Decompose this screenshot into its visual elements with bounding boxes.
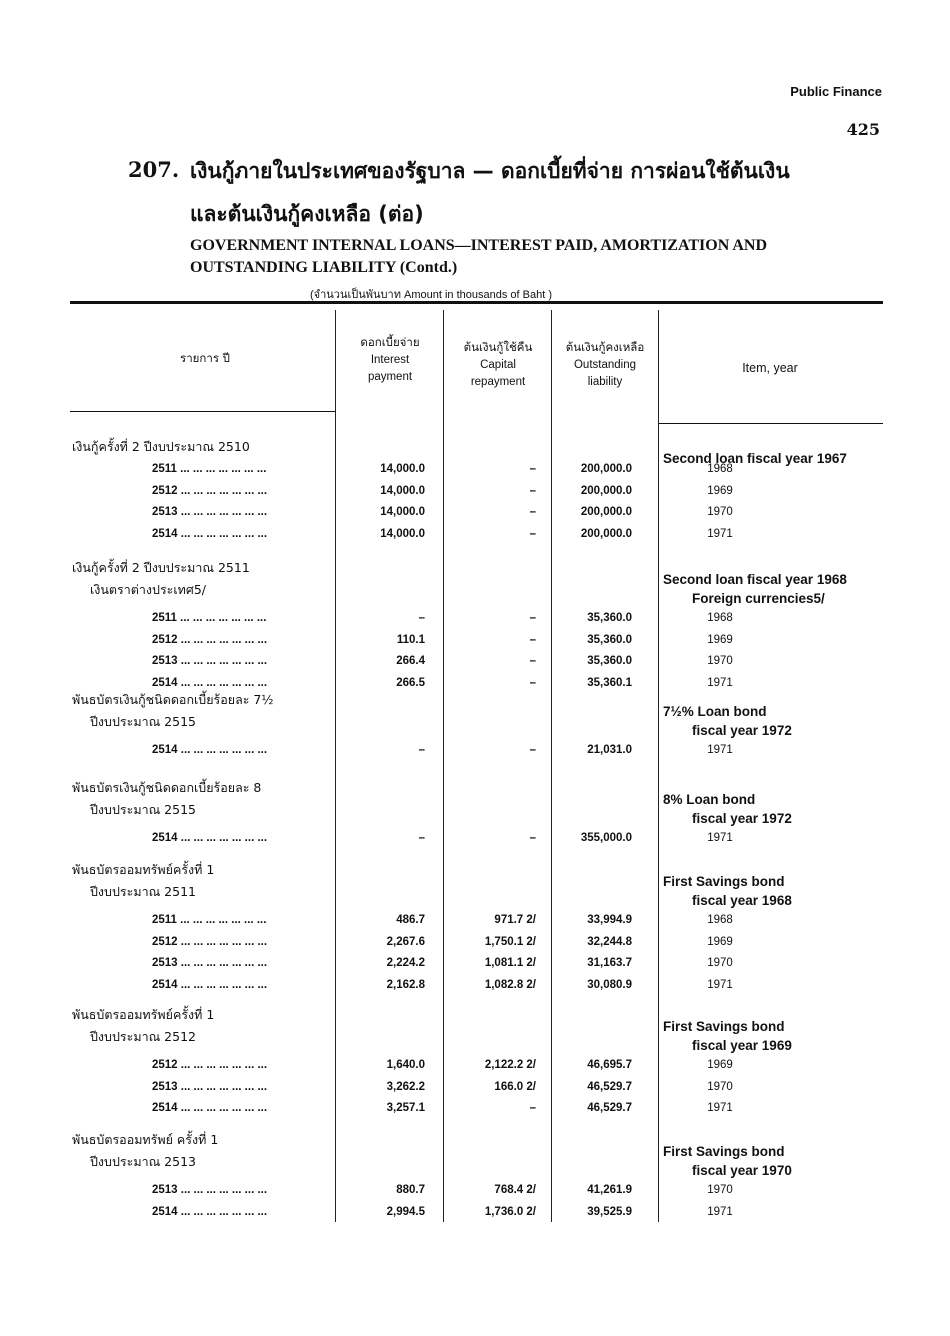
outstanding-liability-value: 35,360.1 (587, 676, 632, 689)
row-year-thai: 2511 ... ... ... ... ... ... ... (152, 914, 267, 926)
column-header-outstanding (553, 340, 657, 391)
row-year-english: 1970 (707, 655, 733, 667)
table-row (70, 528, 883, 549)
interest-payment-value: 266.5 (396, 676, 425, 689)
row-year-thai: 2514 ... ... ... ... ... ... ... (152, 1205, 268, 1218)
row-year-english: 1970 (707, 1080, 733, 1093)
section-label-english: Second loan fiscal year 1968 (663, 572, 847, 587)
row-year-english: 1971 (707, 832, 733, 844)
capital-repayment-value: – (529, 633, 536, 646)
table-row (70, 485, 883, 506)
section-label-english: fiscal year 1972 (692, 811, 792, 826)
interest-payment-value: 14,000.0 (380, 506, 425, 518)
capital-repayment-value: 1,081.1 2/ (484, 957, 536, 969)
row-year-thai: 2511 ... ... ... ... ... ... ... (152, 612, 267, 624)
row-year-english: 1970 (707, 506, 733, 518)
interest-payment-value: 266.4 (396, 655, 425, 667)
row-year-english: 1968 (707, 463, 733, 475)
outstanding-liability-value: 35,360.0 (587, 633, 632, 646)
table-row (70, 979, 883, 1000)
capital-repayment-value: – (529, 612, 536, 624)
interest-payment-value: 2,224.2 (386, 957, 425, 969)
section-label-english: fiscal year 1968 (692, 893, 792, 908)
interest-payment-value: 14,000.0 (380, 527, 425, 540)
row-year-thai: 2512 ... ... ... ... ... ... ... (152, 633, 268, 646)
section-label-thai: พันธบัตรออมทรัพย์ครั้งที่ 1 (72, 862, 215, 877)
interest-payment-value: – (418, 612, 425, 624)
capital-repayment-value: – (529, 506, 536, 518)
column-header-capital-thai: ต้นเงินกู้ใช้คืน (463, 342, 533, 354)
row-year-english: 1969 (707, 935, 733, 948)
capital-repayment-value: – (529, 676, 536, 689)
outstanding-liability-value: 200,000.0 (580, 484, 632, 497)
capital-repayment-value: – (529, 463, 536, 475)
row-year-thai: 2514 ... ... ... ... ... ... ... (152, 676, 268, 689)
outstanding-liability-value: 21,031.0 (587, 744, 632, 756)
outstanding-liability-value: 30,080.9 (587, 978, 632, 991)
interest-payment-value: 486.7 (396, 914, 425, 926)
title-english: GOVERNMENT INTERNAL LOANS—INTEREST PAID, AMORTIZATION AND OUTSTANDING LIABILITY (Contd.) (190, 237, 768, 276)
title-thai-line-2: และต้นเงินกู้คงเหลือ (ต่อ) (190, 202, 424, 226)
section-label-english: First Savings bond (663, 1019, 785, 1034)
row-year-english: 1971 (707, 1205, 733, 1218)
column-header-interest (338, 335, 442, 386)
row-year-thai: 2511 ... ... ... ... ... ... ... (152, 463, 267, 475)
table-row (70, 1206, 883, 1227)
table-row (70, 1102, 883, 1123)
section-label-english: fiscal year 1969 (692, 1038, 792, 1053)
section-label-thai: ปีงบประมาณ 2513 (90, 1154, 196, 1169)
section-label-thai: ปีงบประมาณ 2511 (90, 884, 196, 899)
table-row (70, 744, 883, 765)
interest-payment-value: – (418, 832, 425, 844)
outstanding-liability-value: 46,695.7 (587, 1059, 632, 1071)
section-label-thai: พันธบัตรออมทรัพย์ ครั้งที่ 1 (72, 1132, 219, 1147)
table-row (70, 506, 883, 527)
column-header-outstanding-thai: ต้นเงินกู้คงเหลือ (565, 342, 645, 354)
column-header-item-thai: รายการ ปี (180, 351, 230, 365)
top-rule (70, 301, 883, 304)
row-year-thai: 2514 ... ... ... ... ... ... ... (152, 527, 268, 540)
outstanding-liability-value: 32,244.8 (587, 935, 632, 948)
section-label-thai: พันธบัตรเงินกู้ชนิดดอกเบี้ยร้อยละ 7½ (72, 692, 274, 707)
interest-payment-value: 880.7 (396, 1184, 425, 1196)
row-year-english: 1971 (707, 1102, 733, 1114)
header-rule-right (658, 423, 883, 424)
row-year-english: 1971 (707, 744, 733, 756)
capital-repayment-value: 2,122.2 2/ (484, 1059, 536, 1071)
row-year-thai: 2514 ... ... ... ... ... ... ... (152, 744, 268, 756)
outstanding-liability-value: 355,000.0 (580, 832, 632, 844)
column-header-capital-english: Capital repayment (470, 359, 526, 388)
row-year-english: 1968 (707, 612, 733, 624)
table-row (70, 957, 883, 978)
table-row (70, 936, 883, 957)
section-label-english: fiscal year 1970 (692, 1163, 792, 1178)
column-header-outstanding-english: Outstanding liability (573, 359, 636, 388)
capital-repayment-value: – (529, 744, 536, 756)
row-year-thai: 2513 ... ... ... ... ... ... ... (152, 506, 268, 518)
row-year-english: 1970 (707, 957, 733, 969)
interest-payment-value: 3,257.1 (386, 1102, 425, 1114)
interest-payment-value: 3,262.2 (386, 1080, 425, 1093)
outstanding-liability-value: 46,529.7 (587, 1080, 632, 1093)
row-year-thai: 2512 ... ... ... ... ... ... ... (152, 1059, 268, 1071)
row-year-thai: 2514 ... ... ... ... ... ... ... (152, 978, 268, 991)
row-year-thai: 2513 ... ... ... ... ... ... ... (152, 655, 268, 667)
row-year-thai: 2512 ... ... ... ... ... ... ... (152, 935, 268, 948)
table-row (70, 655, 883, 676)
outstanding-liability-value: 35,360.0 (587, 612, 632, 624)
title-thai-line-1: เงินกู้ภายในประเทศของรัฐบาล — ดอกเบี้ยที่จ่าย การผ่อนใช้ต้นเงิน (190, 159, 790, 183)
section-label-english: First Savings bond (663, 1144, 785, 1159)
table-number: 207. (128, 157, 180, 182)
row-year-english: 1970 (707, 1184, 733, 1196)
capital-repayment-value: 1,082.8 2/ (484, 978, 536, 991)
capital-repayment-value: – (529, 832, 536, 844)
interest-payment-value: – (418, 744, 425, 756)
column-header-capital (446, 340, 550, 391)
row-year-english: 1971 (707, 978, 733, 991)
section-label-thai: ปีงบประมาณ 2512 (90, 1029, 196, 1044)
capital-repayment-value: – (529, 527, 536, 540)
outstanding-liability-value: 46,529.7 (587, 1102, 632, 1114)
page-number: 425 (846, 120, 880, 139)
section-label-thai: พันธบัตรออมทรัพย์ครั้งที่ 1 (72, 1007, 215, 1022)
row-year-thai: 2514 ... ... ... ... ... ... ... (152, 832, 268, 844)
section-label-english: fiscal year 1972 (692, 723, 792, 738)
header-rule-left (70, 411, 335, 412)
section-label-thai: เงินกู้ครั้งที่ 2 ปีงบประมาณ 2510 (72, 439, 250, 454)
table-row (70, 832, 883, 853)
section-label-thai: ปีงบประมาณ 2515 (90, 802, 196, 817)
capital-repayment-value: – (529, 1102, 536, 1114)
row-year-english: 1969 (707, 633, 733, 646)
row-year-english: 1969 (707, 484, 733, 497)
row-year-english: 1971 (707, 527, 733, 540)
table-row (70, 1081, 883, 1102)
section-label-english: Second loan fiscal year 1967 (663, 451, 847, 466)
interest-payment-value: 1,640.0 (386, 1059, 425, 1071)
capital-repayment-value: 1,736.0 2/ (484, 1205, 536, 1218)
interest-payment-value: 14,000.0 (380, 484, 425, 497)
row-year-english: 1969 (707, 1059, 733, 1071)
row-year-english: 1968 (707, 914, 733, 926)
outstanding-liability-value: 200,000.0 (580, 463, 632, 475)
table-row (70, 634, 883, 655)
row-year-thai: 2513 ... ... ... ... ... ... ... (152, 1184, 268, 1196)
section-label-thai: ปีงบประมาณ 2515 (90, 714, 196, 729)
interest-payment-value: 110.1 (396, 633, 425, 646)
section-label-thai: เงินตราต่างประเทศ5/ (90, 582, 206, 597)
column-header-item-english: Item, year (742, 361, 798, 375)
row-year-thai: 2513 ... ... ... ... ... ... ... (152, 1080, 268, 1093)
section-label-english: Foreign currencies5/ (692, 591, 825, 606)
outstanding-liability-value: 39,525.9 (587, 1205, 632, 1218)
outstanding-liability-value: 31,163.7 (587, 957, 632, 969)
capital-repayment-value: 768.4 2/ (494, 1184, 536, 1196)
outstanding-liability-value: 200,000.0 (580, 527, 632, 540)
table-row (70, 1184, 883, 1205)
interest-payment-value: 2,994.5 (386, 1205, 425, 1218)
table-row (70, 1059, 883, 1080)
section-header: Public Finance (790, 84, 882, 99)
unit-note: (จำนวนเป็นพันบาท Amount in thousands of Baht ) (310, 289, 552, 301)
column-header-interest-thai: ดอกเบี้ยจ่าย (360, 337, 420, 349)
capital-repayment-value: 971.7 2/ (494, 914, 536, 926)
section-label-english: First Savings bond (663, 874, 785, 889)
outstanding-liability-value: 33,994.9 (587, 914, 632, 926)
capital-repayment-value: – (529, 484, 536, 497)
capital-repayment-value: 166.0 2/ (494, 1080, 536, 1093)
table-row (70, 463, 883, 484)
row-year-thai: 2513 ... ... ... ... ... ... ... (152, 957, 268, 969)
outstanding-liability-value: 35,360.0 (587, 655, 632, 667)
section-label-english: 7½% Loan bond (663, 704, 767, 719)
column-header-interest-english: Interest payment (367, 354, 413, 383)
row-year-thai: 2514 ... ... ... ... ... ... ... (152, 1102, 268, 1114)
row-year-english: 1971 (707, 676, 733, 689)
capital-repayment-value: – (529, 655, 536, 667)
interest-payment-value: 2,162.8 (386, 978, 425, 991)
outstanding-liability-value: 200,000.0 (580, 506, 632, 518)
row-year-thai: 2512 ... ... ... ... ... ... ... (152, 484, 268, 497)
table-row (70, 612, 883, 633)
section-label-thai: พันธบัตรเงินกู้ชนิดดอกเบี้ยร้อยละ 8 (72, 780, 262, 795)
outstanding-liability-value: 41,261.9 (587, 1184, 632, 1196)
section-label-thai: เงินกู้ครั้งที่ 2 ปีงบประมาณ 2511 (72, 560, 250, 575)
table-row (70, 914, 883, 935)
section-label-english: 8% Loan bond (663, 792, 756, 807)
interest-payment-value: 14,000.0 (380, 463, 425, 475)
interest-payment-value: 2,267.6 (386, 935, 425, 948)
capital-repayment-value: 1,750.1 2/ (484, 935, 536, 948)
